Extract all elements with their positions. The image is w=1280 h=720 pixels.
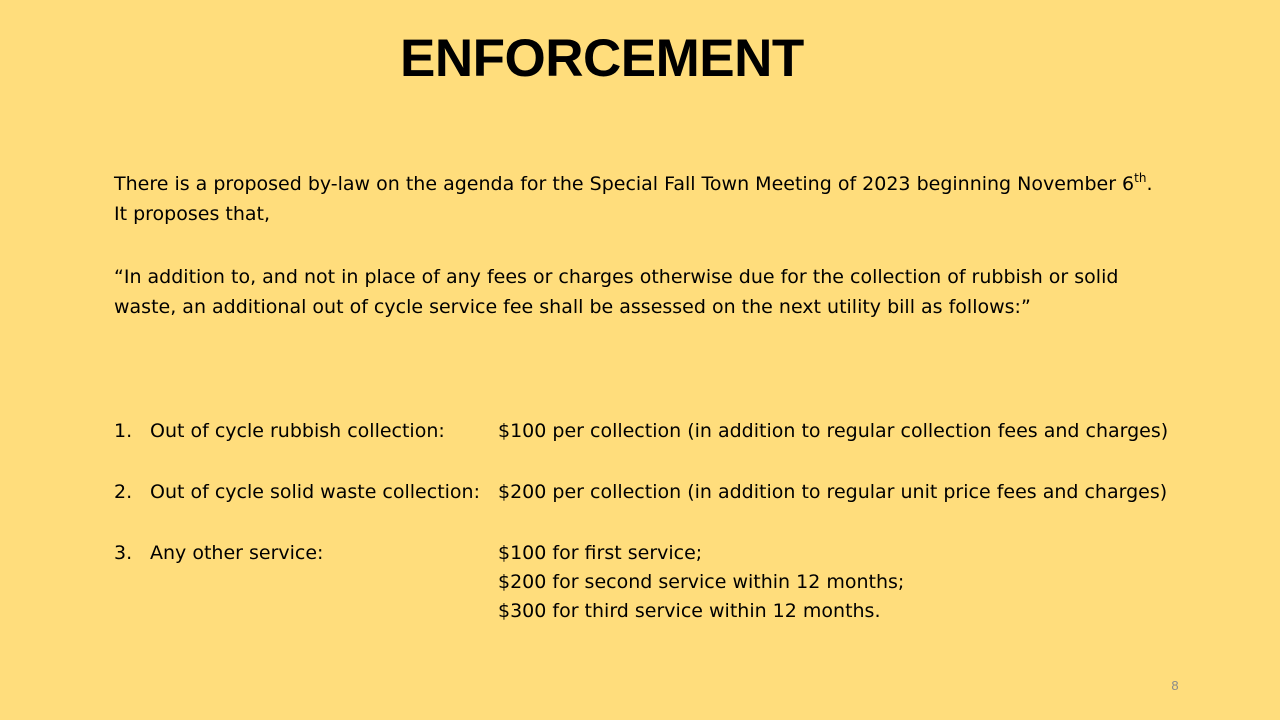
list-item-value [498, 538, 904, 625]
intro-line-1 [114, 169, 1194, 199]
intro-paragraph [114, 169, 1194, 229]
list-item [114, 538, 1194, 622]
fee-line: $100 per collection (in addition to regular collection fees and charges) [498, 420, 1169, 442]
list-item-number: 2. [114, 481, 133, 503]
fee-list [114, 416, 1194, 622]
slide-title: ENFORCEMENT [400, 29, 804, 88]
list-item-label: Out of cycle solid waste collection: [150, 481, 480, 503]
fee-line: $200 per collection (in addition to regular unit price fees and charges) [498, 481, 1168, 503]
fee-line: $300 for third service within 12 months. [498, 600, 881, 622]
list-item-label: Any other service: [150, 542, 324, 564]
fee-line: $100 for first service; [498, 542, 703, 564]
list-item [114, 477, 1194, 507]
list-item-number: 1. [114, 420, 133, 442]
intro-period: . [1146, 173, 1153, 195]
list-item [114, 416, 1194, 446]
list-item-value [498, 477, 1167, 506]
fee-line: $200 for second service within 12 months; [498, 571, 905, 593]
list-item-value [498, 416, 1168, 445]
quote-paragraph [114, 262, 1194, 322]
list-item-label: Out of cycle rubbish collection: [150, 420, 445, 442]
intro-superscript: th [1134, 171, 1147, 185]
intro-text: There is a proposed by-law on the agenda for the Special Fall Town Meeting of 2023 beginning November 6 [114, 173, 1135, 195]
quote-line-1: “In addition to, and not in place of any fees or charges otherwise due for the collection of rubbish or solid [114, 266, 1119, 288]
intro-line-2: It proposes that, [114, 203, 271, 225]
list-item-number: 3. [114, 542, 133, 564]
page-number: 8 [1171, 678, 1179, 693]
quote-line-2: waste, an additional out of cycle service fee shall be assessed on the next utility bill as follows:” [114, 296, 1031, 318]
